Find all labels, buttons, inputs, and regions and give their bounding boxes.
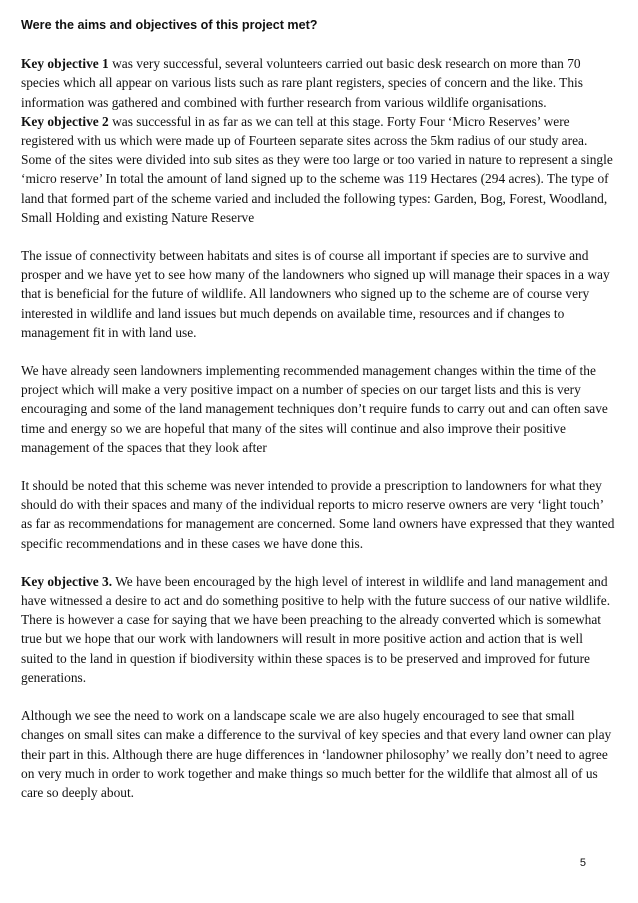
page-number: 5 <box>579 857 586 869</box>
section-heading: Were the aims and objectives of this project met? <box>21 18 318 32</box>
paragraph-text: was successful in as far as we can tell at this stage. Forty Four ‘Micro Reserves’ were registered with us which were made up of Fourteen separate sites across the 5km radius of our study area. Some of the sites were divided into sub sites as they were too large or too varied in nature to represent a single ‘micro reserve’ In total the amount of land signed up to the scheme was 119 Hectares (294 acres). The type of land that formed part of the scheme varied and included the following types: Garden, Bog, Forest, Woodland, Small Holding and existing Nature Reserve <box>21 113 613 225</box>
spacer <box>21 457 615 476</box>
paragraph-connectivity: The issue of connectivity between habitats and sites is of course all important if species are to survive and prosper and we have yet to see how many of the landowners who signed up will manage their spaces in a way that is beneficial for the future of wildlife. All landowners who signed up to the scheme are of course very interested in wildlife and land issues but much depends on available time, resources and if changes to management fit in with land use. <box>21 248 610 340</box>
spacer <box>21 35 615 54</box>
spacer <box>21 342 615 361</box>
paragraph-text: We have been encouraged by the high level of interest in wildlife and land management and have witnessed a desire to act and do something positive to help with the future success of our native wildlife. There is however a case for saying that we have been preaching to the already converted which is somewhat true but we hope that our work with landowners will result in more positive action and action that is well suited to the land in question if biodiversity within these spaces is to be preserved and improved for future generations. <box>21 573 611 685</box>
document-body <box>21 16 615 802</box>
paragraph-management-changes: We have already seen landowners implementing recommended management changes within the time of the project which will make a very positive impact on a number of species on our target lists and this is very encouraging and some of the land management techniques don’t require funds to carry out and can often save time and energy so we are hopeful that many of the sites will continue and also improve their positive management of the spaces that they look after <box>21 363 608 455</box>
paragraph-key-objective-3 <box>21 572 615 687</box>
paragraph-prescription-note: It should be noted that this scheme was never intended to provide a prescription to landowners for what they should do with their spaces and many of the individual reports to micro reserve owners are very ‘light touch’ as far as recommendations for management are concerned. Some land owners have expressed that they wanted specific recommendations and in these cases we have done this. <box>21 478 615 551</box>
spacer <box>21 227 615 246</box>
spacer <box>21 553 615 572</box>
paragraph-text: was very successful, several volunteers carried out basic desk research on more than 70 species which all appear on various lists such as rare plant registers, species of concern and the like. This information was gathered and combined with further research from various wildlife organisations. <box>21 56 583 110</box>
paragraph-key-objective-2 <box>21 112 615 227</box>
key-objective-3-label: Key objective 3. <box>21 573 113 589</box>
key-objective-1-label: Key objective 1 <box>21 56 109 72</box>
paragraph-key-objective-1 <box>21 54 615 112</box>
paragraph-landscape-scale: Although we see the need to work on a landscape scale we are also hugely encouraged to see that small changes on small sites can make a difference to the survival of key species and that every land owner can play their part in this. Although there are huge differences in ‘landowner philosophy’ we really don’t need to agree on very much in order to work together and make things so much better for the wildlife that almost all of us care so deeply about. <box>21 708 612 800</box>
key-objective-2-label: Key objective 2 <box>21 113 109 129</box>
spacer <box>21 687 615 706</box>
